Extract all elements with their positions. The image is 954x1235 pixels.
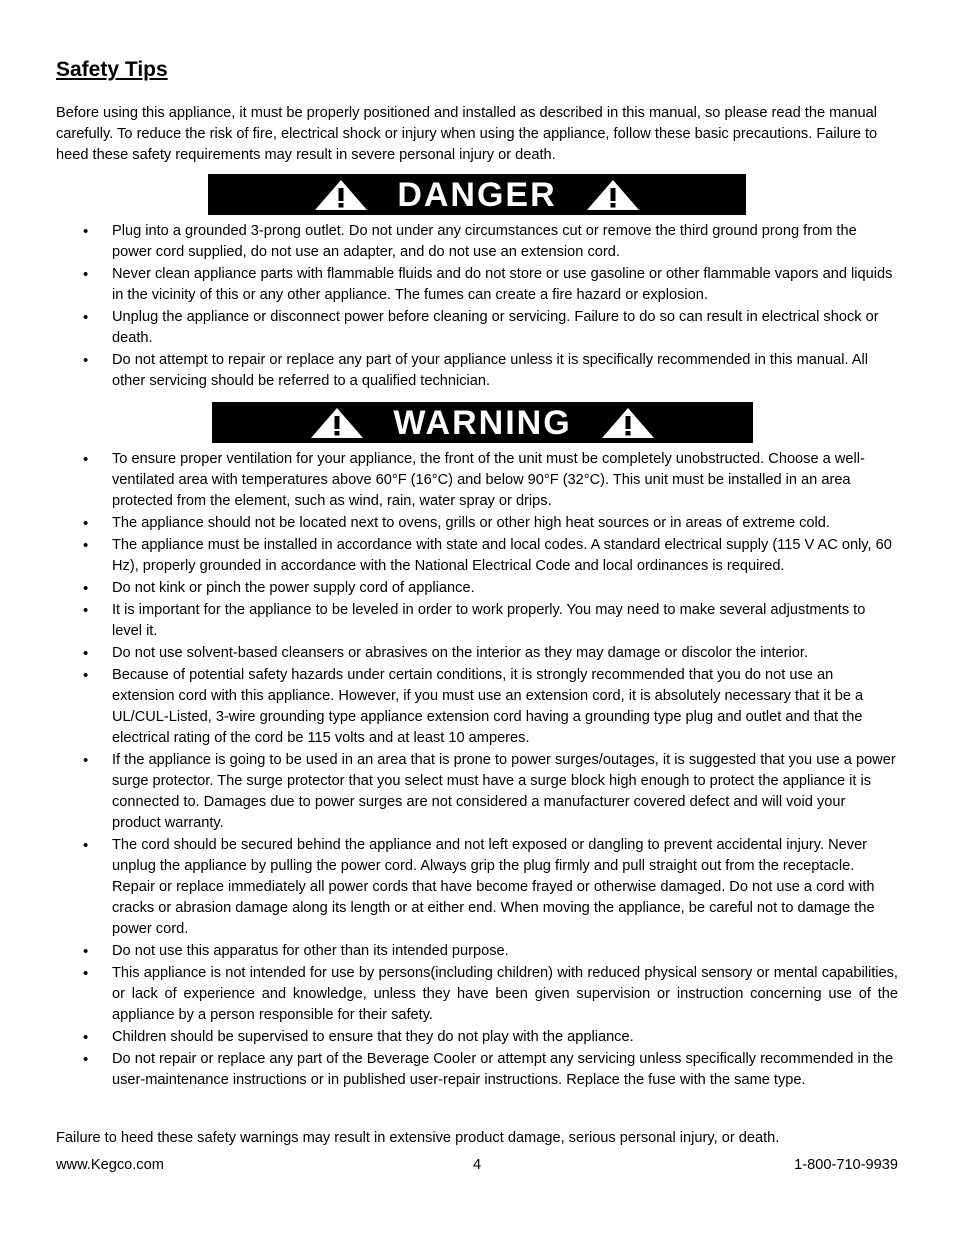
list-item: • Do not use solvent-based cleansers or abrasives on the interior as they may damage or discolor the interior. xyxy=(112,643,898,664)
warning-triangle-icon xyxy=(309,406,365,440)
page-footer xyxy=(56,1157,898,1178)
danger-banner xyxy=(208,174,746,215)
warning-triangle-icon xyxy=(313,178,369,212)
warning-triangle-icon xyxy=(600,406,656,440)
list-item: • Plug into a grounded 3-prong outlet. Do not under any circumstances cut or remove the third ground prong from the power cord supplied, do not use an adapter, and do not use an extension cord. xyxy=(112,221,898,263)
list-item: • To ensure proper ventilation for your appliance, the front of the unit must be completely unobstructed. Choose a well-ventilated area with temperatures above 60°F (16°C) and below 90°F (32°C). This unit must be installed in an area protected from the element, such as wind, rain, water spray or drips. xyxy=(112,449,898,512)
list-item: • Do not repair or replace any part of the Beverage Cooler or attempt any servicing unless specifically recommended in the user-maintenance instructions or in published user-repair instructions. Replace the fuse with the same type. xyxy=(112,1049,898,1091)
list-item: • Unplug the appliance or disconnect power before cleaning or servicing. Failure to do so can result in electrical shock or death. xyxy=(112,307,898,349)
closing-statement: Failure to heed these safety warnings may result in extensive product damage, serious personal injury, or death. xyxy=(56,1130,780,1146)
list-item: • Because of potential safety hazards under certain conditions, it is strongly recommended that you do not use an extension cord with this appliance. However, if you must use an extension cord, it is absolutely necessary that it be a UL/CUL-Listed, 3-wire grounding type appliance extension cord having a grounding type plug and outlet and that the electrical rating of the cord be 115 volts and at least 10 amperes. xyxy=(112,665,898,749)
warning-triangle-icon xyxy=(585,178,641,212)
warning-list xyxy=(112,449,898,1092)
list-item: • Children should be supervised to ensure that they do not play with the appliance. xyxy=(112,1027,898,1048)
danger-list xyxy=(112,221,898,393)
list-item: • Do not kink or pinch the power supply cord of appliance. xyxy=(112,578,898,599)
footer-phone: 1-800-710-9939 xyxy=(794,1157,898,1173)
list-item: • The appliance should not be located next to ovens, grills or other high heat sources or in areas of extreme cold. xyxy=(112,513,898,534)
intro-paragraph: Before using this appliance, it must be properly positioned and installed as described in this manual, so please read the manual carefully. To reduce the risk of fire, electrical shock or injury when using the appliance, follow these basic precautions. Failure to heed these safety requirements may result in severe personal injury or death. xyxy=(56,105,878,163)
list-item: • The appliance must be installed in accordance with state and local codes. A standard electrical supply (115 V AC only, 60 Hz), properly grounded in accordance with the National Electrical Code and local ordinances is required. xyxy=(112,535,898,577)
list-item: • It is important for the appliance to be leveled in order to work properly. You may need to make several adjustments to level it. xyxy=(112,600,898,642)
footer-website: www.Kegco.com xyxy=(56,1157,164,1173)
warning-banner xyxy=(212,402,753,443)
list-item: • This appliance is not intended for use by persons(including children) with reduced physical sensory or mental capabilities, or lack of experience and knowledge, unless they have been given supervision or instruction concerning use of the appliance by a person responsible for their safety. xyxy=(112,963,898,1026)
list-item: • The cord should be secured behind the appliance and not left exposed or dangling to prevent accidental injury. Never unplug the appliance by pulling the power cord. Always grip the plug firmly and pull straight out from the receptacle. Repair or replace immediately all power cords that have become frayed or otherwise damaged. Do not use a cord with cracks or abrasion damage along its length or at either end. When moving the appliance, be careful not to damage the power cord. xyxy=(112,835,898,940)
footer-page-number: 4 xyxy=(472,1157,482,1173)
page-title: Safety Tips xyxy=(56,58,168,81)
list-item: • Do not attempt to repair or replace any part of your appliance unless it is specifically recommended in this manual. All other servicing should be referred to a qualified technician. xyxy=(112,350,898,392)
list-item: • If the appliance is going to be used in an area that is prone to power surges/outages, it is suggested that you use a power surge protector. The surge protector that you select must have a surge block high enough to protect the appliance it is connected to. Damages due to power surges are not considered a manufacturer covered defect and will void your product warranty. xyxy=(112,750,898,834)
list-item: • Never clean appliance parts with flammable fluids and do not store or use gasoline or other flammable vapors and liquids in the vicinity of this or any other appliance. The fumes can create a fire hazard or explosion. xyxy=(112,264,898,306)
warning-label: WARNING xyxy=(393,403,572,442)
danger-label: DANGER xyxy=(397,175,557,214)
list-item: • Do not use this apparatus for other than its intended purpose. xyxy=(112,941,898,962)
